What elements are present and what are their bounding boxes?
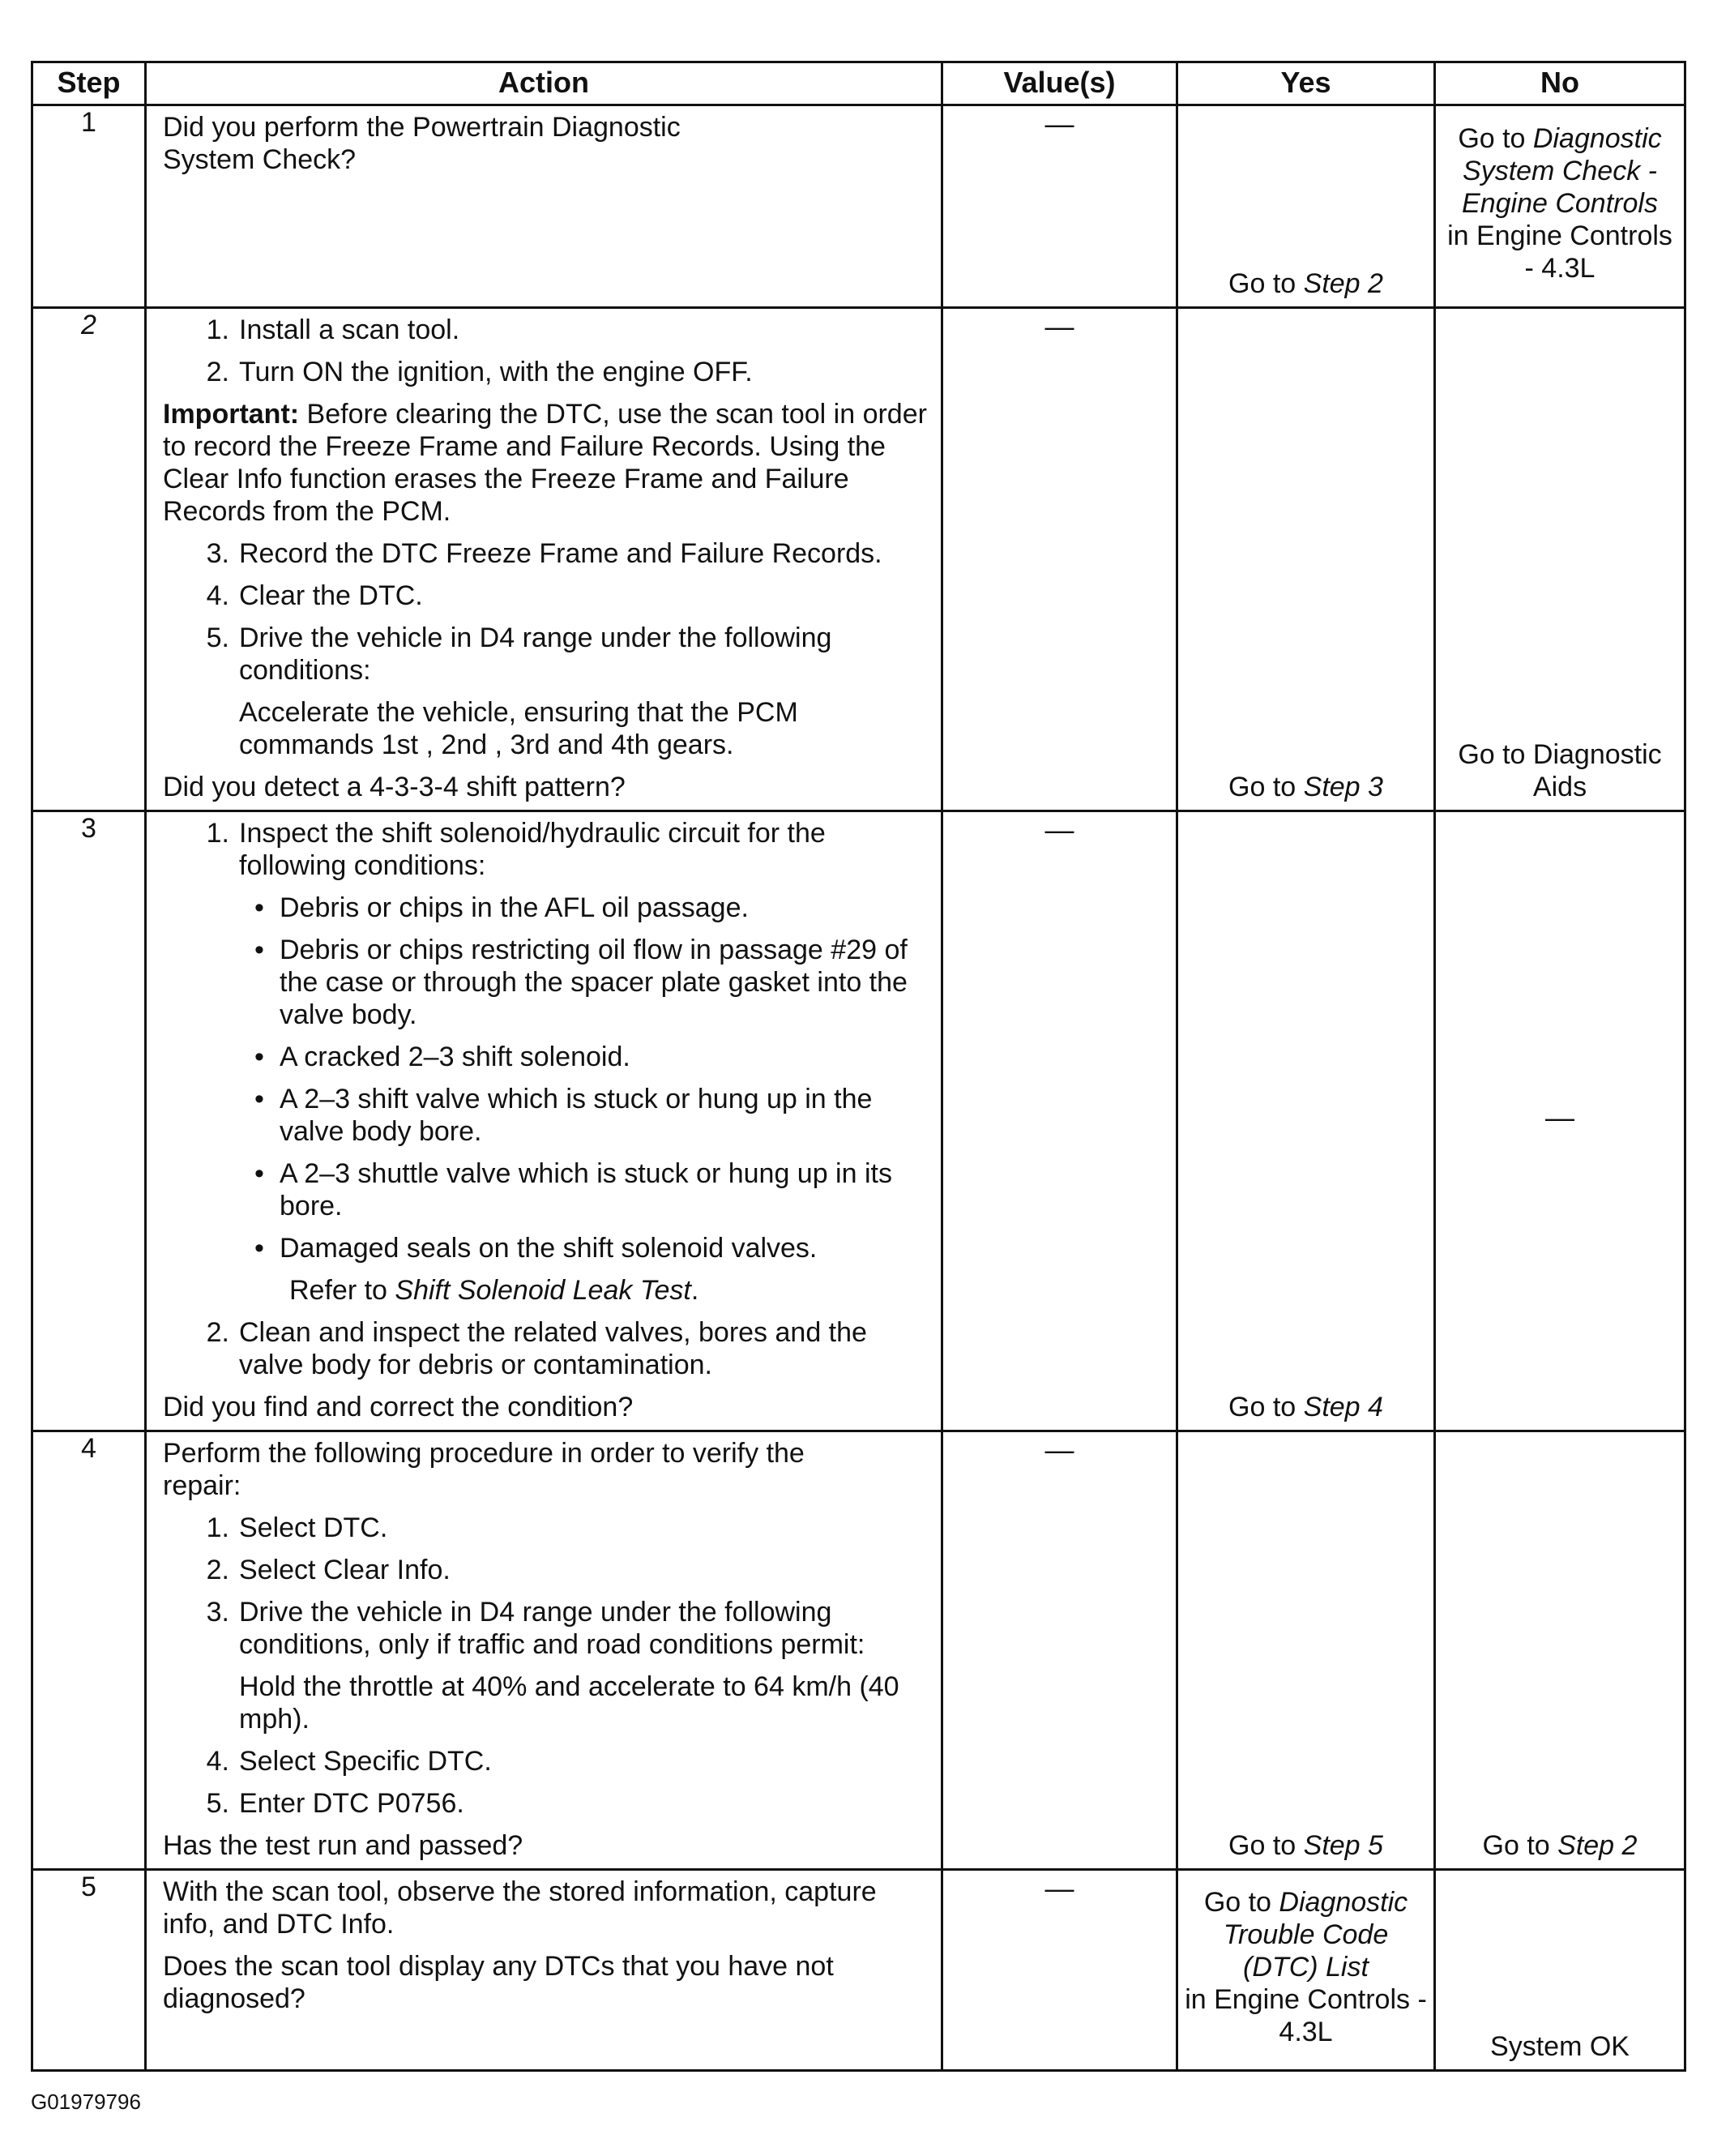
list-item: 5. Enter DTC P0756. [206, 1788, 464, 1819]
table-row-step-3 [32, 811, 1685, 1431]
yes-cell: Go to Step 3 [1177, 308, 1435, 811]
header-no: No [1435, 62, 1685, 105]
yes-prefix: Go to [1228, 268, 1304, 299]
bullet-item: • A 2–3 shift valve which is stuck or hung up in the valve body bore. [254, 1084, 873, 1147]
list-item: 2. Select Clear Info. [206, 1555, 451, 1585]
sub-text: Accelerate the vehicle, ensuring that the PCM commands 1st , 2nd , 3rd and 4th gears. [239, 697, 798, 760]
list-item: 3. Record the DTC Freeze Frame and Failure Records. [206, 538, 882, 569]
no-link[interactable]: Diagnostic System Check - Engine Controls [1462, 122, 1662, 219]
yes-cell: Go to Diagnostic Trouble Code (DTC) List in Engine Controls - 4.3L [1177, 1870, 1435, 2071]
question-text: Did you perform the Powertrain Diagnostic System Check? [163, 112, 681, 175]
refer-link[interactable]: Shift Solenoid Leak Test [395, 1275, 691, 1306]
list-item: 5. Drive the vehicle in D4 range under the following conditions: [206, 622, 832, 686]
table-row-step-4 [32, 1431, 1685, 1870]
value-cell: — [942, 1431, 1177, 1870]
no-text: — [1545, 1101, 1574, 1134]
refer-text: Refer to Shift Solenoid Leak Test. [289, 1275, 699, 1306]
figure-code: G01979796 [31, 2090, 141, 2114]
list-item: 1. Install a scan tool. [206, 314, 460, 345]
no-cell [1435, 1870, 1685, 2071]
no-suffix: in Engine Controls - 4.3L [1447, 220, 1672, 284]
bullet-item: • A 2–3 shuttle valve which is stuck or hung up in its bore. [254, 1158, 892, 1221]
question-text: Has the test run and passed? [163, 1830, 523, 1861]
list-item: 1. Inspect the shift solenoid/hydraulic circuit for the following conditions: [206, 818, 826, 881]
bullet-item: • A cracked 2–3 shift solenoid. [254, 1042, 630, 1072]
action-cell [146, 105, 942, 308]
yes-link[interactable]: Step 5 [1303, 1830, 1383, 1861]
no-text[interactable]: Go to Diagnostic Aids [1458, 739, 1662, 802]
value-cell: — [942, 811, 1177, 1431]
yes-cell [1177, 105, 1435, 308]
no-text: System OK [1490, 2031, 1630, 2062]
no-cell: Go to Step 2 [1435, 1431, 1685, 1870]
header-values: Value(s) [942, 62, 1177, 105]
no-cell [1435, 811, 1685, 1431]
list-item: 4. Clear the DTC. [206, 580, 423, 611]
list-item: 2. Turn ON the ignition, with the engine OFF. [206, 357, 753, 387]
step-number: 2 [32, 308, 146, 811]
no-link[interactable]: Step 2 [1557, 1830, 1638, 1861]
action-cell [146, 308, 942, 811]
step-number: 3 [32, 811, 146, 1431]
question-text: Does the scan tool display any DTCs that you have not diagnosed? [163, 1951, 834, 2014]
header-yes: Yes [1177, 62, 1435, 105]
yes-cell: Go to Step 5 [1177, 1431, 1435, 1870]
paragraph-text: With the scan tool, observe the stored information, capture info, and DTC Info. [163, 1876, 877, 1940]
table-row-step-1 [32, 105, 1685, 308]
step-number: 5 [32, 1870, 146, 2071]
step-number: 1 [32, 105, 146, 308]
question-text: Did you detect a 4-3-3-4 shift pattern? [163, 772, 626, 802]
yes-link[interactable]: Step 4 [1303, 1392, 1383, 1422]
value-cell: — [942, 1870, 1177, 2071]
no-prefix: Go to [1458, 122, 1533, 154]
table-row-step-5 [32, 1870, 1685, 2071]
yes-link[interactable]: Step 3 [1303, 772, 1383, 802]
important-note: Important: Before clearing the DTC, use the scan tool in order to record the Freeze Frame and Failure Records. Using the Clear Info function erases the Freeze Frame and Failure Records from the PCM. [163, 399, 927, 527]
sub-text: Hold the throttle at 40% and accelerate to 64 km/h (40 mph). [239, 1671, 899, 1735]
diagnostic-table [31, 61, 1686, 2072]
list-item: 4. Select Specific DTC. [206, 1746, 492, 1777]
no-cell [1435, 105, 1685, 308]
value-cell: — [942, 308, 1177, 811]
yes-cell: Go to Step 4 [1177, 811, 1435, 1431]
header-row [32, 62, 1685, 105]
action-cell [146, 1870, 942, 2071]
yes-link[interactable]: Step 2 [1303, 268, 1383, 299]
action-cell [146, 811, 942, 1431]
intro-text: Perform the following procedure in order to verify the repair: [163, 1438, 805, 1501]
step-number: 4 [32, 1431, 146, 1870]
bullet-item: • Debris or chips in the AFL oil passage. [254, 892, 749, 923]
list-item: 2. Clean and inspect the related valves, bores and the valve body for debris or contamination. [206, 1317, 867, 1380]
header-action: Action [146, 62, 942, 105]
table-row-step-2 [32, 308, 1685, 811]
list-item: 3. Drive the vehicle in D4 range under the following conditions, only if traffic and road conditions permit: [206, 1597, 865, 1660]
value-cell: — [942, 105, 1177, 308]
bullet-item: • Damaged seals on the shift solenoid valves. [254, 1233, 818, 1264]
list-item: 1. Select DTC. [206, 1512, 388, 1543]
yes-suffix: in Engine Controls - 4.3L [1185, 1983, 1427, 2047]
question-text: Did you find and correct the condition? [163, 1392, 634, 1422]
no-cell [1435, 308, 1685, 811]
header-step: Step [32, 62, 146, 105]
yes-link[interactable]: Diagnostic Trouble Code (DTC) List [1223, 1886, 1408, 1983]
bullet-item: • Debris or chips restricting oil flow in passage #29 of the case or through the spacer plate gasket into the valve body. [254, 935, 908, 1030]
action-cell [146, 1431, 942, 1870]
